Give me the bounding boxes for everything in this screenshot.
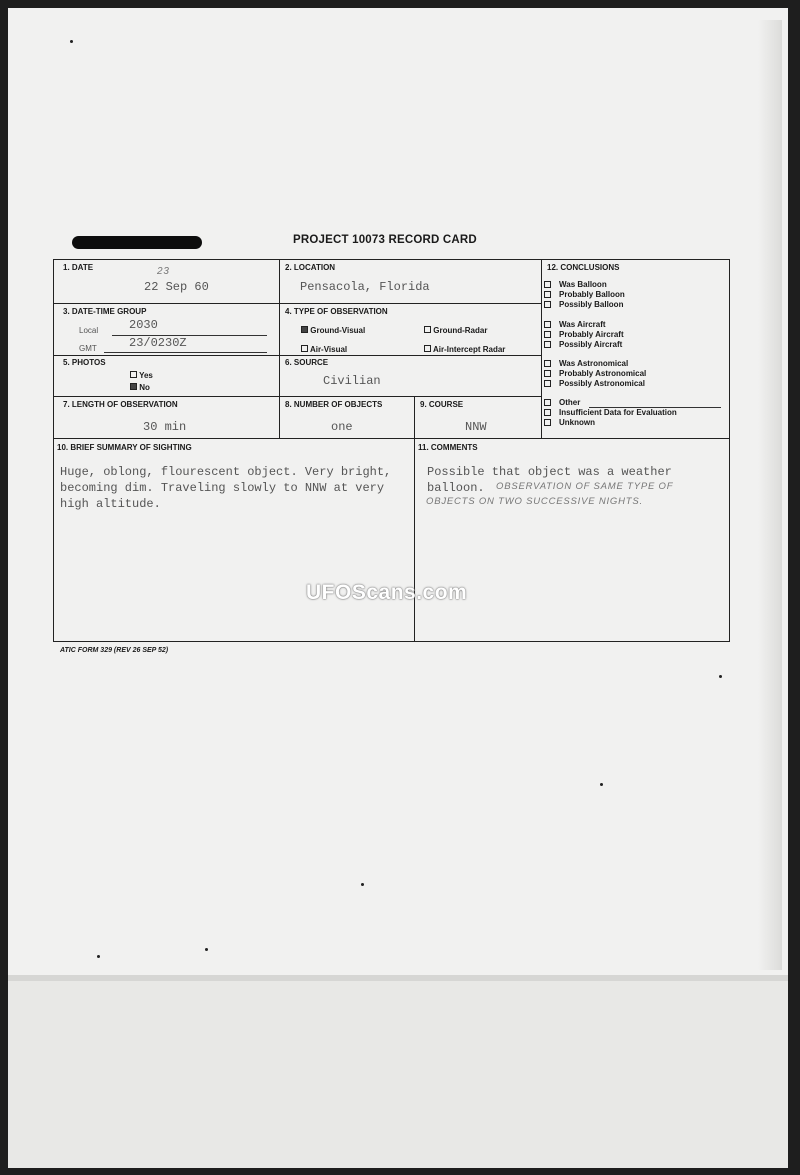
photos-no-option: No [130,382,150,392]
air-intercept-option: Air-Intercept Radar [424,344,505,354]
scanned-page-lower [8,975,788,1168]
course-label: 9. COURSE [420,400,464,409]
redaction-bar [72,236,202,249]
checkbox-checked [301,326,308,333]
checkbox [544,291,551,298]
comments-label: 11. COMMENTS [418,443,478,452]
summary-line-2: becoming dim. Traveling slowly to NNW at very [60,481,385,495]
location-value: Pensacola, Florida [300,280,430,294]
ground-visual-option: Ground-Visual [301,325,365,335]
checkbox [424,345,431,352]
scan-speck [70,40,73,43]
local-label: Local [79,326,99,335]
checkbox [544,321,551,328]
number-objects-label: 8. NUMBER OF OBJECTS [285,400,383,409]
comments-handwritten-1: OBSERVATION OF SAME TYPE OF [496,481,674,492]
conclusions-group-other: Other Insufficient Data for Evaluation Unknown [544,398,677,427]
scan-speck [719,675,722,678]
checkbox [130,371,137,378]
conclusions-group-astronomical: Was Astronomical Probably Astronomical Possibly Astronomical [544,359,646,388]
scan-speck [97,955,100,958]
checkbox [544,419,551,426]
checkbox [544,399,551,406]
scan-speck [361,883,364,886]
number-objects-value: one [331,420,353,434]
watermark: UFOScans.com [306,581,468,604]
gmt-label: GMT [79,344,97,353]
comments-handwritten-2: OBJECTS ON TWO SUCCESSIVE NIGHTS. [426,496,643,507]
form-number: ATIC FORM 329 (REV 26 SEP 52) [60,647,169,654]
length-value: 30 min [143,420,187,434]
photos-yes-option: Yes [130,370,153,380]
checkbox-checked [130,383,137,390]
location-label: 2. LOCATION [285,263,336,272]
checkbox [544,301,551,308]
date-handwritten: 23 [157,266,170,277]
scan-speck [205,948,208,951]
checkbox [544,341,551,348]
checkbox [544,360,551,367]
air-visual-option: Air-Visual [301,344,347,354]
conclusions-group-balloon: Was Balloon Probably Balloon Possibly Balloon [544,280,625,309]
local-value: 2030 [129,318,158,332]
scan-speck [600,783,603,786]
checkbox [544,409,551,416]
gmt-value: 23/0230Z [129,336,187,350]
type-observation-label: 4. TYPE OF OBSERVATION [285,307,388,316]
date-label: 1. DATE [63,263,94,272]
checkbox [544,370,551,377]
length-label: 7. LENGTH OF OBSERVATION [63,400,178,409]
ground-radar-option: Ground-Radar [424,325,487,335]
checkbox [544,380,551,387]
course-value: NNW [465,420,487,434]
photos-label: 5. PHOTOS [63,358,106,367]
comments-line-1: Possible that object was a weather [427,465,672,479]
checkbox [424,326,431,333]
source-label: 6. SOURCE [285,358,329,367]
date-value: 22 Sep 60 [144,280,209,294]
summary-line-3: high altitude. [60,497,161,511]
checkbox [301,345,308,352]
summary-line-1: Huge, oblong, flourescent object. Very bright, [60,465,392,479]
source-value: Civilian [323,374,381,388]
dtg-label: 3. DATE-TIME GROUP [63,307,147,316]
comments-line-2: balloon. [427,481,485,495]
page-edge-shadow [758,20,782,970]
checkbox [544,331,551,338]
summary-label: 10. BRIEF SUMMARY OF SIGHTING [57,443,192,452]
card-title: PROJECT 10073 RECORD CARD [293,234,477,246]
conclusions-group-aircraft: Was Aircraft Probably Aircraft Possibly Aircraft [544,320,624,349]
checkbox [544,281,551,288]
conclusions-label: 12. CONCLUSIONS [547,263,620,272]
